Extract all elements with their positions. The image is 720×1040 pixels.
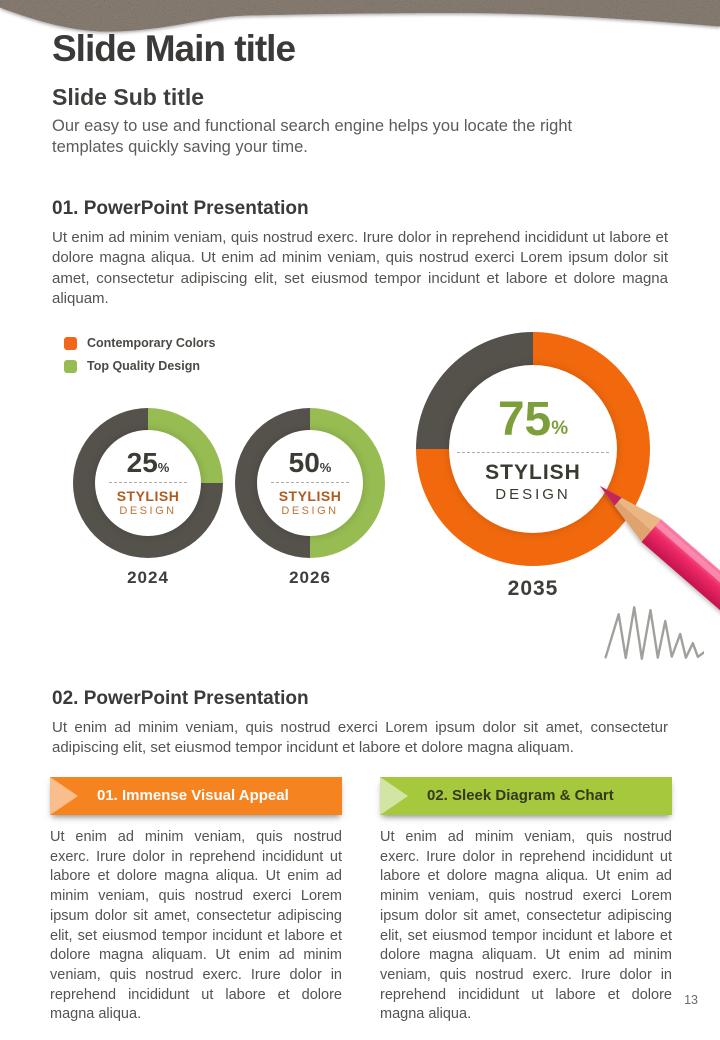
chart-legend bbox=[64, 336, 216, 382]
banner-chevron-icon bbox=[50, 777, 78, 815]
section-02 bbox=[52, 688, 668, 759]
donut-caption-line1: STYLISH bbox=[278, 488, 342, 504]
pink-pencil-icon bbox=[592, 470, 720, 670]
legend-swatch-orange-icon bbox=[64, 337, 77, 350]
donut-value-number: 75 bbox=[497, 392, 552, 446]
card-banner bbox=[380, 777, 672, 815]
donut-value bbox=[497, 392, 569, 446]
legend-label: Top Quality Design bbox=[87, 359, 200, 373]
section-01-body: Ut enim ad minim veniam, quis nostrud exerc. Irure dolor in reprehend incididunt ut labore et dolore magna aliqua. Ut enim ad minim veniam, quis nostrud exerci Lorem ipsum dolor sit amet, consectetur adipiscing elit, set eiusmod tempor incidunt et labore et dolore magna aliquam. bbox=[52, 229, 668, 308]
dashed-divider bbox=[457, 452, 609, 453]
section-01-heading: 01. PowerPoint Presentation bbox=[52, 198, 309, 219]
legend-item bbox=[64, 359, 216, 373]
donut-year-label: 2035 bbox=[507, 577, 559, 600]
legend-label: Contemporary Colors bbox=[87, 336, 216, 350]
donut-value bbox=[127, 449, 170, 477]
donut-percent-sign: % bbox=[319, 460, 332, 475]
card-body-text: Ut enim ad minim veniam, quis nostrud exerc. Irure dolor in reprehend incididunt ut labore et dolore magna aliqua. Ut enim ad minim veniam, quis nostrud exerci Lorem ipsum dolor sit amet, consectetur adipiscing elit, set eiusmod tempor incidunt et labore et dolore magna aliquam. Ut enim ad minim veniam, quis nostrud exerc. Irure dolor in reprehend incididunt ut labore et dolore magna aliqua. bbox=[50, 829, 342, 1023]
legend-item bbox=[64, 336, 216, 350]
legend-swatch-green-icon bbox=[64, 360, 77, 373]
page-subtitle: Slide Sub title bbox=[52, 84, 205, 110]
page-number: 13 bbox=[684, 993, 698, 1007]
donut-year-label: 2024 bbox=[127, 568, 169, 587]
donut-caption-line2: DESIGN bbox=[281, 505, 339, 517]
donut-chart-2026 bbox=[235, 408, 385, 588]
banner-label: 02. Sleek Diagram & Chart bbox=[427, 787, 614, 804]
donut-chart-2024 bbox=[73, 408, 223, 588]
donut-ring bbox=[235, 408, 385, 558]
banner-chevron-icon bbox=[380, 777, 408, 815]
intro-paragraph: Our easy to use and functional search engine helps you locate the right templates quickly saving your time. bbox=[52, 117, 573, 157]
dashed-divider bbox=[271, 482, 349, 483]
donut-value bbox=[289, 449, 332, 477]
card-banner bbox=[50, 777, 342, 815]
donut-percent-sign: % bbox=[157, 460, 170, 475]
section-02-heading: 02. PowerPoint Presentation bbox=[52, 688, 309, 709]
donut-center bbox=[257, 430, 363, 536]
donut-value-number: 50 bbox=[288, 447, 320, 478]
donut-caption-line2: DESIGN bbox=[495, 485, 571, 503]
card-immense-visual-appeal bbox=[50, 777, 342, 1025]
section-02-body: Ut enim ad minim veniam, quis nostrud exerci Lorem ipsum dolor sit amet, consectetur adipiscing elit, set eiusmod tempor incidunt et labore et dolore magna aliquam. bbox=[52, 719, 668, 757]
card-sleek-diagram-chart bbox=[380, 777, 672, 1025]
donut-percent-sign: % bbox=[551, 417, 569, 439]
donut-value-number: 25 bbox=[126, 447, 158, 478]
card-body-text: Ut enim ad minim veniam, quis nostrud exerc. Irure dolor in reprehend incididunt ut labore et dolore magna aliqua. Ut enim ad minim veniam, quis nostrud exerci Lorem ipsum dolor sit amet, consectetur adipiscing elit, set eiusmod tempor incidunt et labore et dolore magna aliquam. Ut enim ad minim veniam, quis nostrud exerc. Irure dolor in reprehend incididunt ut labore et dolore magna aliqua. bbox=[380, 829, 672, 1023]
donut-center bbox=[95, 430, 201, 536]
donut-caption-line1: STYLISH bbox=[485, 460, 581, 484]
page-title: Slide Main title bbox=[52, 28, 296, 69]
donut-caption-line1: STYLISH bbox=[116, 488, 180, 504]
donut-year-label: 2026 bbox=[289, 568, 331, 587]
donut-ring bbox=[73, 408, 223, 558]
section-01 bbox=[52, 198, 668, 310]
banner-label: 01. Immense Visual Appeal bbox=[97, 787, 289, 804]
donut-caption-line2: DESIGN bbox=[119, 505, 177, 517]
dashed-divider bbox=[109, 482, 187, 483]
